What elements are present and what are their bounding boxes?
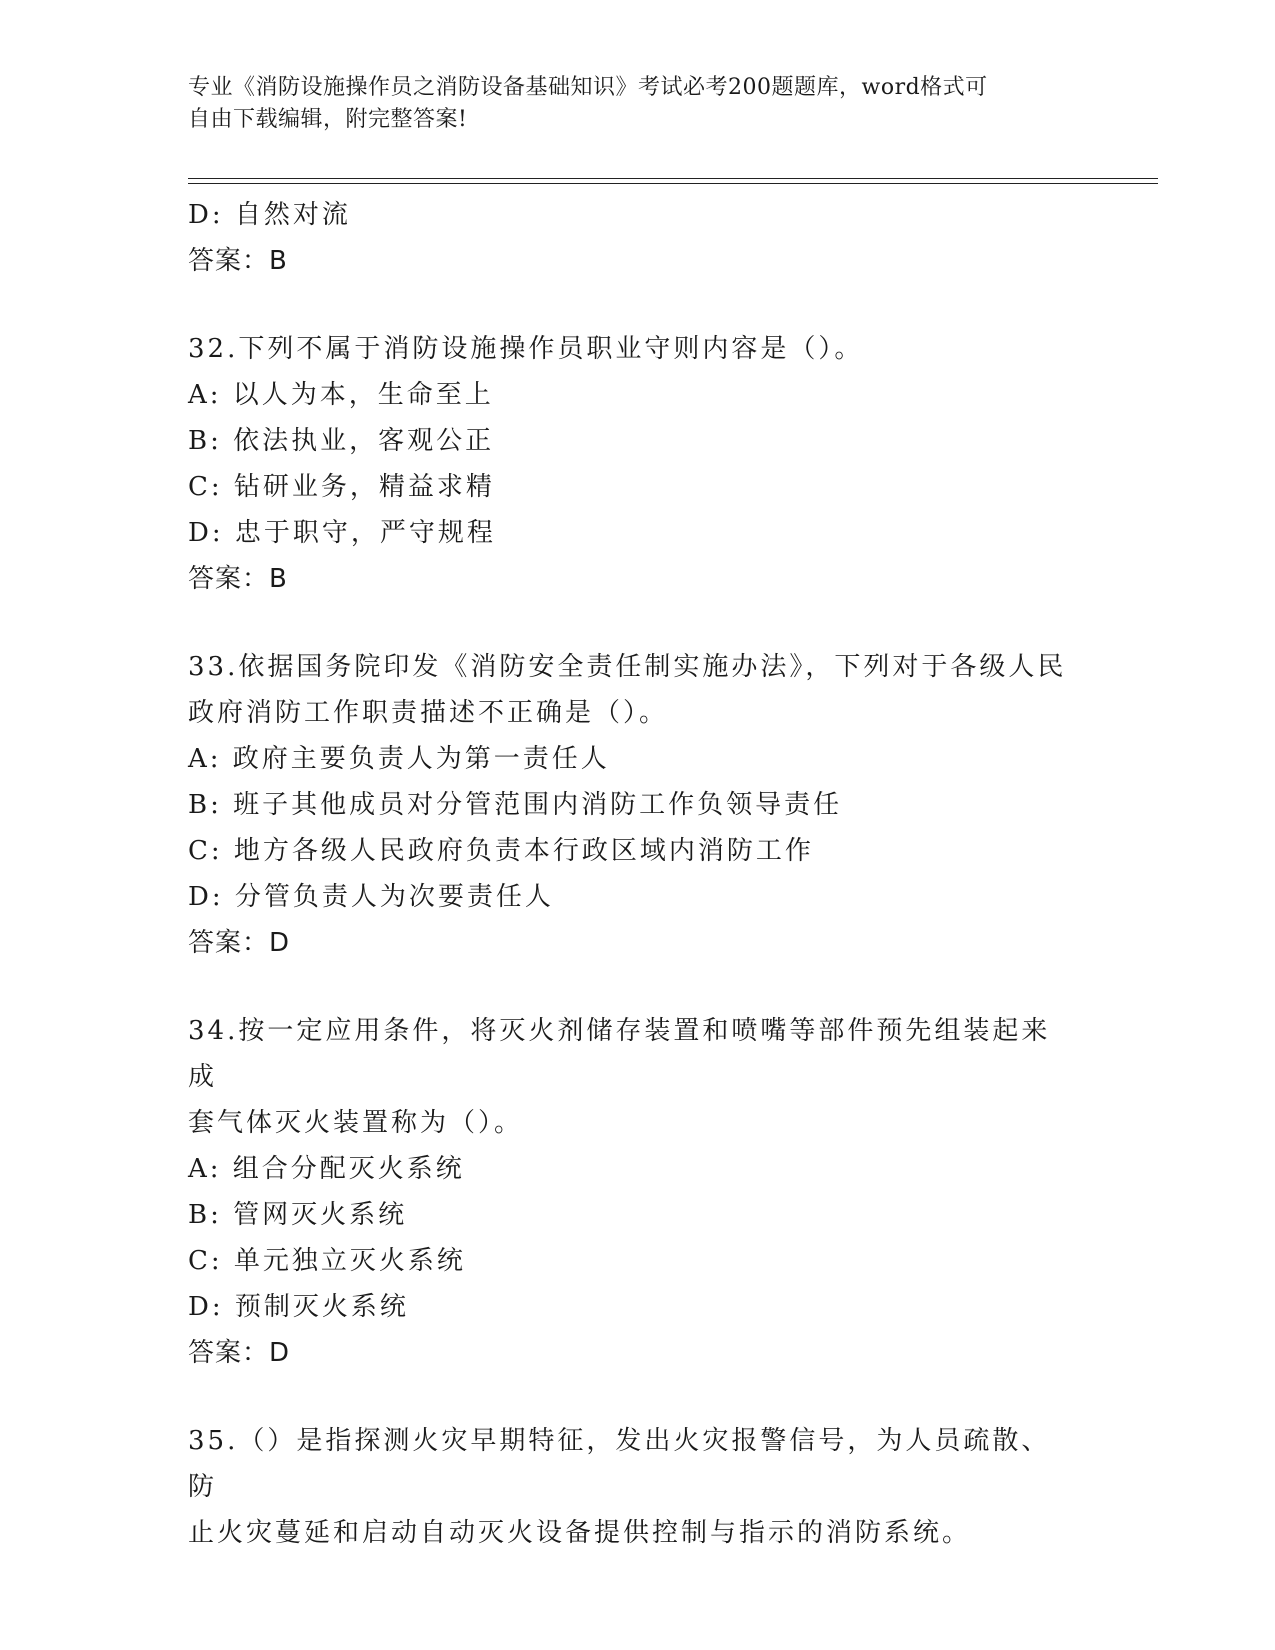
question-32: [188, 326, 1078, 602]
q34-option-b: B: 管网灭火系统: [188, 1200, 408, 1230]
q31-answer: 答案：B: [188, 246, 288, 276]
header-title-line-1: 专业《消防设施操作员之消防设备基础知识》考试必考200题题库，word格式可: [188, 75, 988, 100]
q34-stem-line-1: 34.按一定应用条件，将灭火剂储存装置和喷嘴等部件预先组装起来成: [188, 1016, 1051, 1092]
q34-stem-line-2: 套气体灭火装置称为（）。: [188, 1108, 524, 1138]
spacer: [188, 284, 1078, 326]
q34-answer: 答案：D: [188, 1338, 291, 1368]
q33-answer: 答案：D: [188, 928, 291, 958]
question-34: [188, 1008, 1078, 1376]
q33-option-a: A: 政府主要负责人为第一责任人: [188, 744, 610, 774]
q31-option-d: D: 自然对流: [188, 200, 351, 230]
q32-option-c: C: 钻研业务，精益求精: [188, 472, 495, 502]
q33-option-b: B: 班子其他成员对分管范围内消防工作负领导责任: [188, 790, 843, 820]
spacer: [188, 1376, 1078, 1418]
q32-option-d: D: 忠于职守，严守规程: [188, 518, 496, 548]
q35-stem-line-2: 止火灾蔓延和启动自动灭火设备提供控制与指示的消防系统。: [188, 1518, 972, 1548]
q32-answer: 答案：B: [188, 564, 288, 594]
header-divider-bottom: [188, 183, 1158, 184]
spacer: [188, 966, 1078, 1008]
header-title-line-2: 自由下载编辑，附完整答案!: [188, 107, 468, 132]
question-content: [188, 192, 1078, 1556]
q34-option-c: C: 单元独立灭火系统: [188, 1246, 466, 1276]
document-header: [188, 72, 1068, 136]
q34-option-d: D: 预制灭火系统: [188, 1292, 409, 1322]
q33-option-d: D: 分管负责人为次要责任人: [188, 882, 554, 912]
q33-option-c: C: 地方各级人民政府负责本行政区域内消防工作: [188, 836, 814, 866]
question-35: [188, 1418, 1078, 1556]
header-divider-top: [188, 178, 1158, 179]
q35-stem-line-1: 35.（）是指探测火灾早期特征，发出火灾报警信号，为人员疏散、防: [188, 1426, 1051, 1502]
q33-stem-line-2: 政府消防工作职责描述不正确是（）。: [188, 698, 669, 728]
spacer: [188, 602, 1078, 644]
q34-option-a: A: 组合分配灭火系统: [188, 1154, 465, 1184]
q33-stem-line-1: 33.依据国务院印发《消防安全责任制实施办法》，下列对于各级人民: [188, 652, 1067, 682]
q32-option-a: A: 以人为本，生命至上: [188, 380, 494, 410]
question-33: [188, 644, 1078, 966]
q32-stem: 32.下列不属于消防设施操作员职业守则内容是（）。: [188, 334, 864, 364]
q32-option-b: B: 依法执业，客观公正: [188, 426, 495, 456]
